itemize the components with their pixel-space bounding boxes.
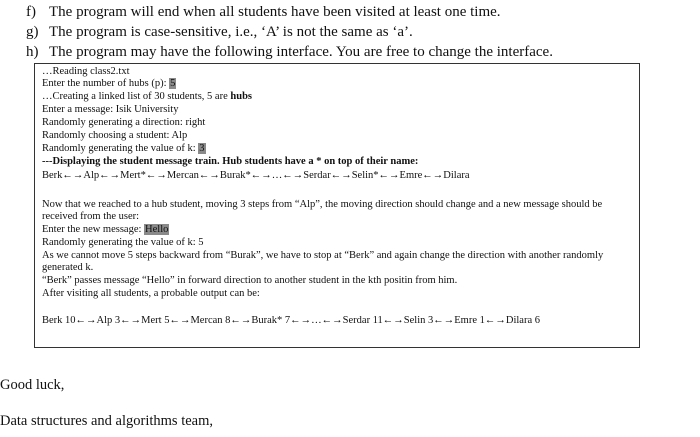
k-value: 3 (199, 143, 205, 154)
choose-student-line: Randomly choosing a student: Alp (42, 130, 188, 141)
enter-message-line: Enter a message: Isik University (42, 104, 179, 115)
paragraph-berk-passes: “Berk” passes message “Hello” in forward direction to another student in the kth positin from him. (42, 275, 458, 286)
list-marker: g) (26, 24, 39, 40)
new-message-line (42, 224, 169, 236)
k-prompt: Randomly generating the value of k: (42, 143, 199, 154)
paragraph-hub-reached: Now that we reached to a hub student, moving 3 steps from “Alp”, the moving direction should change and a new message should be received from the user: (42, 199, 603, 222)
output-line: Berk 10←→Alp 3←→Mert 5←→Mercan 8←→Burak* 7←→…←→Serdar 11←→Selin 3←→Emre 1←→Dilara 6 (42, 315, 540, 326)
list-text: The program will end when all students have been visited at least one time. (49, 4, 501, 20)
reading-line: …Reading class2.txt (42, 66, 130, 77)
list-text: The program is case-sensitive, i.e., ‘A’ is not the same as ‘a’. (49, 24, 413, 40)
hubs-prompt: Enter the number of hubs (p): (42, 78, 170, 89)
list-marker: h) (26, 44, 39, 60)
creating-text: …Creating a linked list of 30 students, 5 are (42, 91, 231, 102)
k-five-line: Randomly generating the value of k: 5 (42, 237, 204, 248)
team-signature: Data structures and algorithms team, (0, 413, 214, 429)
hubs-value: 5 (170, 78, 176, 89)
list-text: The program may have the following interface. You are free to change the interface. (49, 44, 553, 60)
list-marker: f) (26, 4, 36, 20)
new-message-prompt: Enter the new message: (42, 224, 145, 235)
paragraph-cannot-move: As we cannot move 5 steps backward from “Burak”, we have to stop at “Berk” and again change the direction with another randomly generated k. (42, 250, 604, 273)
train-line: Berk←→Alp←→Mert*←→Mercan←→Burak*←→…←→Serdar←→Selin*←→Emre←→Dilara (42, 170, 470, 181)
hubs-prompt-line (42, 78, 176, 90)
creating-bold: hubs (230, 91, 252, 102)
after-visiting-line: After visiting all students, a probable output can be: (42, 288, 260, 299)
good-luck-text: Good luck, (0, 377, 65, 393)
displaying-line: ---Displaying the student message train. Hub students have a * on top of their name: (42, 156, 419, 167)
new-message-value: Hello (145, 224, 169, 235)
k-line (42, 143, 206, 155)
direction-line: Randomly generating a direction: right (42, 117, 206, 128)
creating-line (42, 91, 252, 103)
interface-example-box (34, 63, 640, 348)
